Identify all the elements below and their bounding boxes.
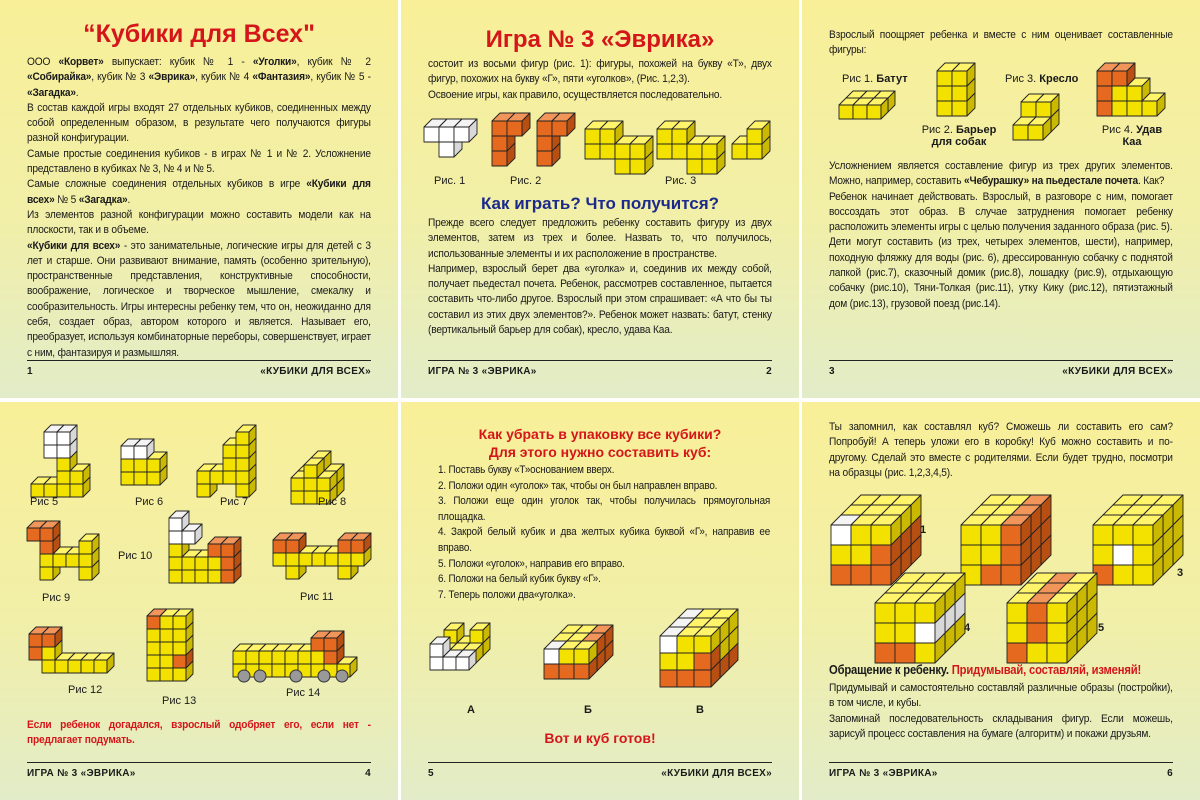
text: Освоение игры, как правило, осуществляется последовательно. [428,88,723,101]
body-text [829,159,1173,312]
figure-6 [120,438,168,486]
bold-text: «Уголки» [252,56,297,68]
train-wheels [232,668,362,684]
paragraph [27,208,371,239]
step: 5. Положи «уголок», направив его вправо. [438,557,625,570]
label: Б [584,704,592,716]
figure-12 [28,626,115,674]
caption: Рис 2. Барьер для собак [921,124,997,148]
paragraph [27,147,371,178]
paragraph [27,101,371,147]
page-footer [27,360,371,377]
label: 5 [1098,622,1105,634]
bold-text: «Фантазия» [252,71,311,84]
text: ООО [27,56,59,68]
page-number: 4 [365,768,371,779]
caption: Рис 8 [318,496,347,508]
bold-text: «Кубики для всех» [27,239,121,252]
caption: Рис 4. Удав Каа [1101,124,1163,148]
page-number: 6 [1167,768,1173,779]
text: , кубик № 5 - [310,71,371,84]
page-1 [0,0,398,398]
figure-5 [30,424,91,498]
section-heading: Как убрать в упаковку все кубики? [478,426,722,442]
page-number: 5 [428,768,434,779]
step: 7. Теперь положи два«уголка». [438,588,576,601]
text: Взрослый поощряет ребенка и вместе с ним оценивает составленные фигуры: [829,29,1173,57]
paragraph [27,55,371,101]
page-title: Игра № 3 «Эврика» [485,26,715,53]
paragraph [829,28,1173,59]
page-number: 2 [766,366,772,377]
caption: Рис. 3 [665,175,697,187]
text: - это занимательные, логические игры для детей с 3 лет и старше. Они развивают внимание, память (особенно зрительную), пространственные представления, конструктивные способности, воображение, логическое и творческое мышление, смекалку и сообразительность. Игры интересны ребенку тем, что он, неожиданно для себя, создает образ, автором которого и является. Называет его, преобразует, используя комбинаторные переборы, совершенствует, играет с ним, фантазируя и размышляя. [27,239,371,359]
text: Из элементов разной конфигурации можно составить модели как на плоскости, так и в объеме. [27,208,371,237]
caption: Рис 11 [300,591,334,603]
text: Усложнением является составление фигур из трех других элементов. Можно, например, составить [829,160,1173,188]
figure-13 [146,608,194,682]
bold-text: «Чебурашку» на пьедестале почета [964,175,1138,188]
caption: Рис 13 [162,695,197,707]
done-text: Вот и куб готов! [544,730,656,746]
page-number: 3 [829,366,835,377]
footer-series: «КУБИКИ ДЛЯ ВСЕХ» [661,768,772,779]
step: 3. Положи еще один уголок так, чтобы получилась прямоугольная площадка. [438,495,771,523]
label: 3 [1177,567,1184,579]
page-footer [829,762,1173,779]
cube-sample-5 [1006,572,1098,664]
text: выпускает: кубик № 1 - [103,56,253,68]
figure-a [429,622,491,671]
caption: Рис 9 [42,592,71,604]
bold-text: «Корвет» [58,56,104,68]
bold-text: «Загадка» [78,193,128,206]
figure-chair [1012,93,1060,141]
bold-text: «Кубики для всех» [27,178,371,206]
appeal-heading: Обращение к ребенку. Придумывай, составляй, изменяй! [829,663,1142,677]
step: 2. Положи один «уголок» так, чтобы он был направлен вправо. [438,479,718,492]
steps-list [438,463,770,603]
figure-7 [196,424,257,498]
text: , кубик № 4 [195,71,253,84]
figure-10 [155,510,242,584]
appeal-section [829,662,1173,742]
paragraph [428,57,772,88]
figure-corners-a [584,120,654,175]
text: . Как? [1137,175,1165,188]
intro-text [829,28,1173,59]
text: Придумывай и самостоятельно составляй различные образы (постройки), в том числе, и кубы. [829,682,1173,710]
figure-b [543,624,614,680]
body-text [428,216,772,338]
cube-sample-4 [874,572,966,664]
caption: Рис 1. Батут [842,73,908,85]
text: , кубик № 3 [91,71,149,84]
caption: Рис 7 [220,496,249,508]
paragraph [829,190,1173,236]
text: Ребенок начинает действовать. Взрослый, в разговоре с ним, помогает воссоздать этот образ. В случае затруднения помогает ребенку расположить элементы игры с целью получения заданного образа (рис. 5). [829,190,1173,234]
paragraph [829,681,1173,712]
figure-t-piece [423,118,478,158]
text: . [127,193,131,206]
paragraph [829,712,1173,743]
caption: Рис. 2 [510,175,542,187]
figure-g-piece-2 [536,112,576,167]
bold-text: «Собирайка» [27,71,92,84]
text: Например, взрослый берет два «уголка» и, соединив их между собой, получает пьедестал почета. Ребенок, рассмотрев составленное, пытается составить что-либо другое. Взрослый при этом спрашивает: «А что бы ты составил из этих двух элементов?». Ребенок может назвать: батут, стенку (вертикальный барьер для собак), кресло, удава Каа. [428,262,772,337]
text: № 5 [54,193,79,206]
cube-sample-3 [1092,494,1184,586]
body-text [27,55,371,361]
footer-series: «КУБИКИ ДЛЯ ВСЕХ» [1062,366,1173,377]
paragraph [829,420,1173,481]
text: Самые сложные соединения отдельных кубиков в игре [27,178,307,191]
figure-g-piece-1 [491,112,531,167]
page-6 [802,402,1200,800]
paragraph [829,235,1173,311]
figure-udav [1096,62,1166,117]
step: 6. Положи на белый кубик букву «Г». [438,573,601,586]
intro-text [829,420,1173,481]
figure-corner-c [731,120,771,160]
paragraph [829,159,1173,190]
page-footer [829,360,1173,377]
figure-v [659,608,739,688]
page-title: “Кубики для Всех" [83,20,315,48]
caption: Рис 12 [68,684,103,696]
step: 4. Закрой белый кубик и два желтых кубика буквой «Г», направив ее вправо. [438,526,771,554]
footer-series: «КУБИКИ ДЛЯ ВСЕХ» [260,366,371,377]
text: , кубик № 2 [296,56,371,68]
text: В состав каждой игры входят 27 отдельных кубиков, соединенных между собой определенным образом, в результате чего получаются фигуры разной конфигурации. [27,101,371,145]
page-2 [401,0,799,398]
page-footer [428,360,772,377]
text: Прежде всего следует предложить ребенку составить фигуру из двух элементов, затем из трех и более. Назвать то, что получилось, использованные элементы и их расположение в пространстве. [428,217,772,260]
label: А [467,704,475,716]
paragraph [27,239,371,361]
paragraph [428,88,772,103]
text: состоит из восьми фигур (рис. 1): фигуры, похожей на букву «Т», двух фигур, похожих на букву «Г», пяти «уголков», (Рис. 1,2,3). [428,58,772,86]
caption: Рис 10 [118,550,153,562]
page-footer [27,762,371,779]
page-number: 1 [27,366,33,377]
caption: Рис 6 [135,496,164,508]
label: 1 [920,524,927,536]
section-heading: Как играть? Что получится? [480,194,720,213]
page-5 [401,402,799,800]
page-3 [802,0,1200,398]
page-footer [428,762,772,779]
page-4 [0,402,398,800]
footer-series: ИГРА № 3 «ЭВРИКА» [829,768,938,779]
text: . [75,86,79,99]
step: 1. Поставь букву «Т»основанием вверх. [438,464,615,476]
section-subheading: Для этого нужно составить куб: [488,444,712,460]
figure-barrier [936,62,976,117]
paragraph [27,177,371,208]
caption: Рис 3. Кресло [1005,73,1079,85]
figure-11 [272,532,372,580]
label: 4 [964,622,971,634]
text: Самые простые соединения кубиков - в играх № 1 и № 2. Усложнение представлено в кубиках № 3, № 4 и № 5. [27,147,371,176]
footer-series: ИГРА № 3 «ЭВРИКА» [27,768,136,779]
text: Ты запомнил, как составлял куб? Сможешь ли составить его сам? Попробуй! А теперь уложи его в коробку! Куб можно составить и по-другому. Сделай это вместе с родителями. Если будет трудно, посмотри на образцы (рис. 1,2,3,4,5). [829,421,1173,479]
figure-batut [838,90,896,120]
figure-corners-b [656,120,726,175]
caption: Рис. 1 [434,175,466,187]
bold-text: «Эврика» [148,71,196,84]
text: Дети могут составить (из трех, четырех элементов, шести), например, походную фляжку для воды (рис. 6), дрессированную собачку с поднятой лапкой (рис.7), сказочный домик (рис.8), лошадку (рис.9), отдыхающую собачку (рис.10), Тяни-Толкая (рис.11), утку Кику (рис.12), пятиэтажный дом (рис.13), грузовой поезд (рис.14). [829,236,1173,310]
paragraph [428,216,772,262]
paragraph [428,262,772,338]
intro-text [428,57,772,103]
text: Запоминай последовательность складывания фигур. Если можешь, зарисуй процесс составления на бумаге (алгоритм) и покажи друзьям. [829,712,1173,740]
figure-9 [26,520,100,581]
caption: Рис 5 [30,496,59,508]
footer-series: ИГРА № 3 «ЭВРИКА» [428,366,537,377]
bold-text: «Загадка» [27,86,76,99]
note-text: Если ребенок догадался, взрослый одобряет его, если нет - предлагает подумать. [27,719,371,747]
caption: Рис 14 [286,687,321,699]
label: В [696,704,704,716]
